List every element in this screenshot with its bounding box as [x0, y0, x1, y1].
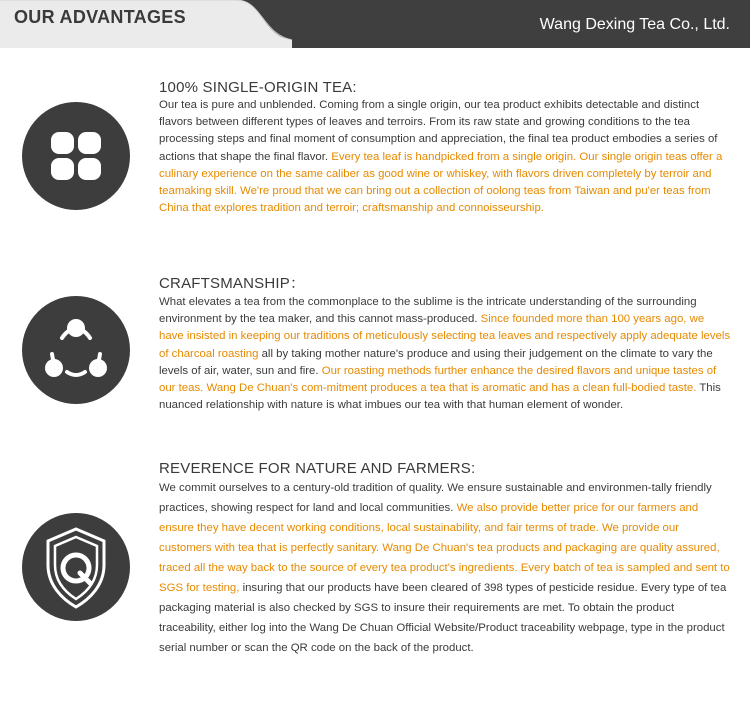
single-origin-title: 100% SINGLE-ORIGIN TEA: [159, 79, 357, 96]
header-bar [0, 0, 750, 48]
company-name: Wang Dexing Tea Co., Ltd. [539, 16, 730, 33]
quality-shield-icon [22, 513, 130, 621]
single-origin-body [159, 97, 731, 217]
highlighted-text: We also provide better price for our farmers and ensure they have decent working conditions, local sustainability, and fair terms of trade. We provide our customers with tea that is perfectly sanitary. Wang De Chuan's tea products and packaging are quality assured, traced all the way back to the source of every tea product's ingredients. Every batch of tea is sampled and sent to SGS for testing, [159, 502, 730, 594]
four-leaf-icon [22, 102, 130, 210]
single-origin-text [159, 79, 731, 217]
craftsmanship-title: CRAFTSMANSHIP： [159, 275, 306, 292]
highlighted-text: Every tea leaf is handpicked from a single origin. Our single origin teas offer a culinary experience on the same caliber as good wine or whiskey, with flavors driven completely by terroir and teamaking skill. We're proud that we can bring out a collection of oolong teas from Taiwan and pu'er teas from China that explores tradition and terroir; craftsmanship and connoisseurship. [159, 150, 723, 215]
body-text: This nuanced relationship with nature is what imbues our tea with that human element of wonder. [159, 382, 721, 412]
craftsmanship-body [159, 294, 731, 414]
body-text: What elevates a tea from the commonplace to the sublime is the intricate understanding of the surrounding environment by the tea maker, and this cannot mass-produced. [159, 296, 697, 326]
body-text: insuring that our products have been cleared of 398 types of pesticide residue. Every type of tea packaging material is also checked by SGS to insure their requirements are met. To obtain the product traceability, either log into the Wang De Chuan Official Website/Product traceability webpage, type in the product serial number or scan the QR code on the back of the product. [159, 582, 727, 654]
nature-farmers-title: REVERENCE FOR NATURE AND FARMERS: [159, 460, 476, 477]
body-text: all by taking mother nature's produce and using their judgement on the climate to vary the levels of air, water, sun and fire. [159, 347, 713, 377]
section-heading: OUR ADVANTAGES [14, 7, 186, 27]
nature-farmers-text [159, 460, 731, 658]
body-text: We commit ourselves to a century-old tradition of quality. We ensure sustainable and environmen-tally friendly practices, showing respect for land and local communities. [159, 482, 712, 514]
network-icon [22, 296, 130, 404]
highlighted-text: Our roasting methods further enhance the desired flavors and unique tastes of our teas. Wang De Chuan's com-mitment produces a tea that is aromatic and has a clean full-bodied taste. [159, 364, 717, 395]
highlighted-text: Since founded more than 100 years ago, we have insisted in keeping our traditions of meticulously selecting tea leaves and respectively apply adequate levels of charcoal roasting [159, 313, 731, 360]
nature-farmers-body [159, 478, 731, 658]
craftsmanship-text [159, 272, 731, 414]
body-text: Our tea is pure and unblended. Coming from a single origin, our tea product exhibits detectable and distinct flavors between different types of leaves and terroirs. From its raw state and growing conditions to the tea processing steps and final moment of consumption and appreciation, the final tea product embodies a series of actions that shape the final flavor. [159, 99, 718, 163]
